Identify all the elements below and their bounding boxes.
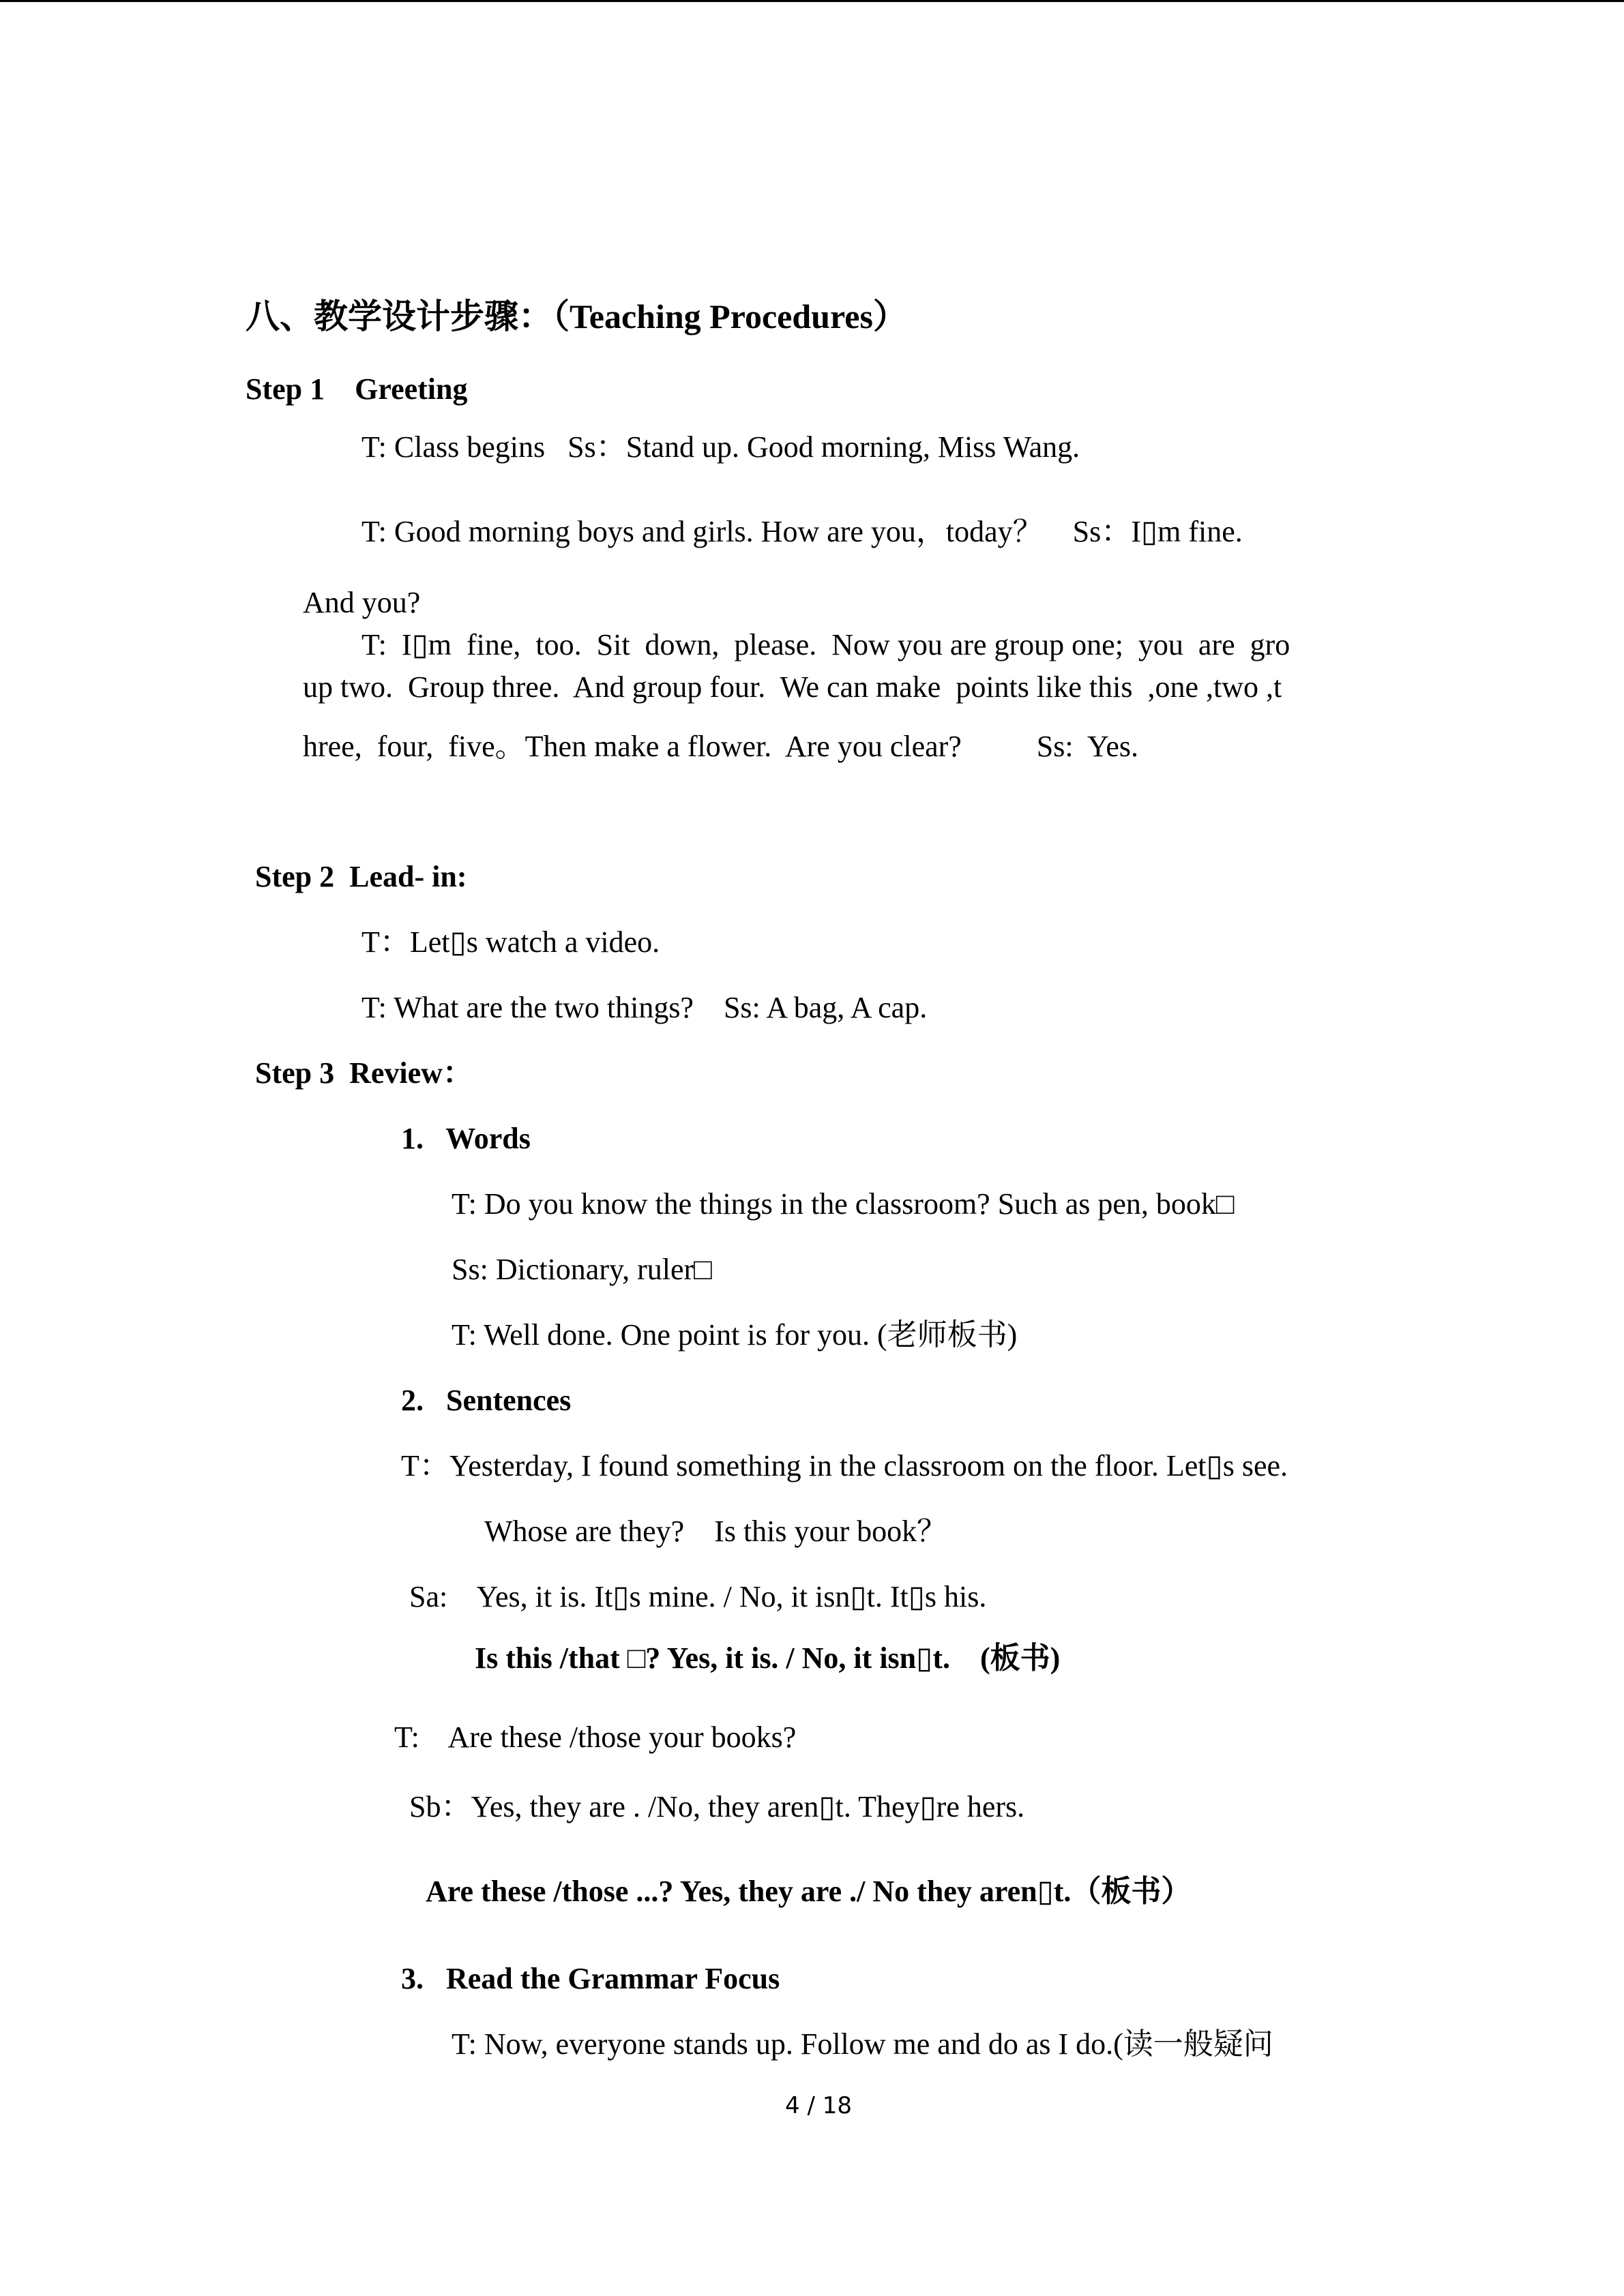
text-line: T: What are the two things? Ss: A bag, A cap. [361,991,928,1024]
text-line: hree, four, five。Then make a flower. Are you clear? Ss: Yes. [303,730,1139,763]
text-line: T: I▯m fine, too. Sit down, please. Now you are group one; you are gro [361,628,1290,661]
text-line: T: Class begins Ss：Stand up. Good morning, Miss Wang. [361,430,1080,464]
heading-line: Step 1 Greeting [246,372,468,406]
text-line: T: Well done. One point is for you. (老师板书) [452,1318,1018,1352]
top-border [0,0,1624,2]
text-line: Sa: Yes, it is. It▯s mine. / No, it isn▯t. It▯s his. [409,1580,987,1613]
heading-line: 1. Words [401,1122,531,1155]
text-line: T：Yesterday, I found something in the classroom on the floor. Let▯s see. [401,1449,1288,1482]
text-line: Ss: Dictionary, ruler□ [452,1253,712,1286]
text-line: T：Let▯s watch a video. [361,925,660,959]
text-line: Sb：Yes, they are . /No, they aren▯t. They▯re hers. [409,1790,1025,1823]
text-line: And you? [303,586,421,619]
text-line: T: Are these /those your books? [394,1720,797,1754]
text-line: T: Now, everyone stands up. Follow me and do as I do.(读一般疑问 [452,2027,1273,2061]
page-number: 4 / 18 [785,2092,852,2119]
heading-line: Step 2 Lead- in: [255,860,467,893]
text-line: T: Good morning boys and girls. How are you，today？ Ss：I▯m fine. [361,515,1243,548]
text-line: Whose are they? Is this your book？ [484,1515,947,1548]
text-line: up two. Group three. And group four. We can make points like this ,one ,two ,t [303,670,1282,704]
section-heading: 八、教学设计步骤：（Teaching Procedures） [246,297,907,336]
heading-line: Are these /those ...? Yes, they are ./ No they aren▯t.（板书） [426,1875,1192,1908]
text-line: T: Do you know the things in the classroom? Such as pen, book□ [452,1187,1235,1221]
heading-line: Step 3 Review： [255,1056,473,1090]
heading-line: 2. Sentences [401,1384,572,1417]
heading-line: 3. Read the Grammar Focus [401,1962,780,1995]
heading-line: Is this /that □? Yes, it is. / No, it isn▯t. (板书) [475,1641,1061,1675]
